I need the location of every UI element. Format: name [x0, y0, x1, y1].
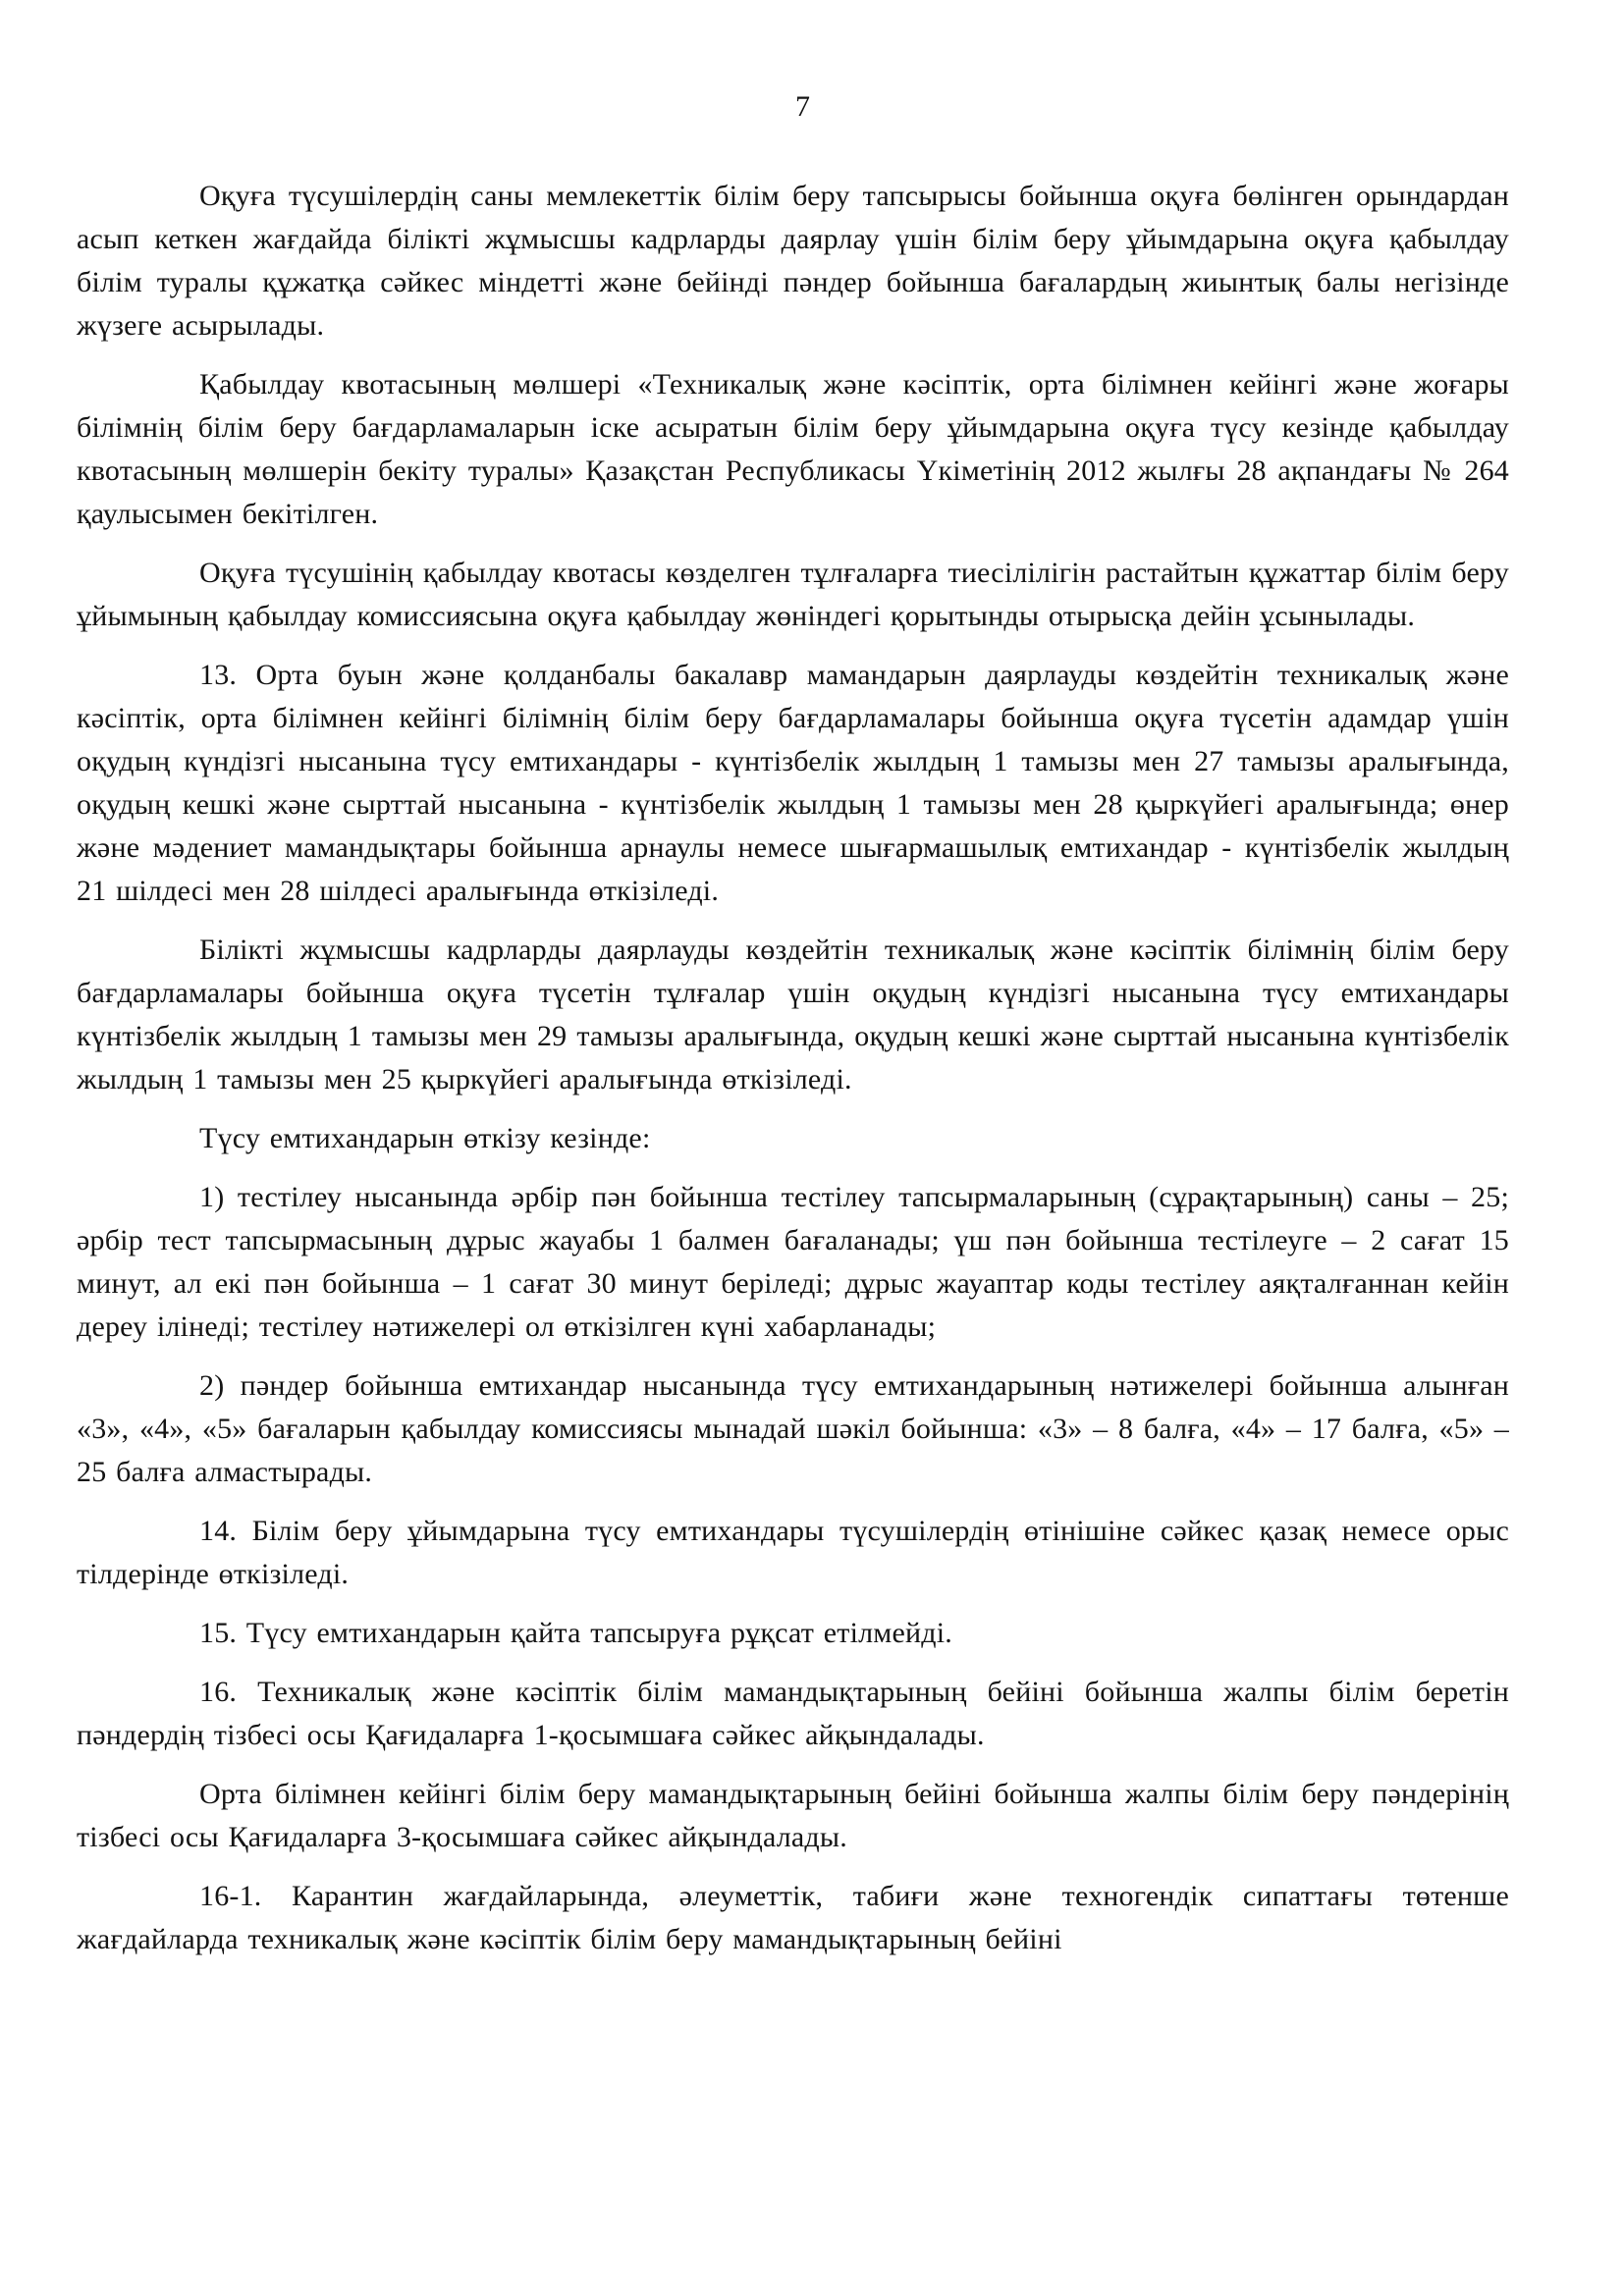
paragraph-item-14-exam-language: 14. Білім беру ұйымдарына түсу емтихандары түсушілердің өтінішіне сәйкес қазақ немесе орыс тілдерінде өткізіледі. — [77, 1515, 1509, 1590]
paragraph-item-15-no-retake: 15. Түсу емтихандарын қайта тапсыруға рұқсат етілмейді. — [199, 1617, 952, 1649]
document-body — [77, 175, 1509, 1961]
paragraph-exam-conduct-intro: Түсу емтихандарын өткізу кезінде: — [199, 1122, 651, 1154]
paragraph-quota-documents: Оқуға түсушінің қабылдау квотасы көзделген тұлғаларға тиесілілігін растайтын құжаттар білім беру ұйымының қабылдау комиссиясына оқуға қабылдау жөніндегі қорытынды отырысқа дейін ұсынылады. — [77, 557, 1509, 632]
paragraph-subitem-1-testing-rules: 1) тестілеу нысанында әрбір пән бойынша тестілеу тапсырмаларының (сұрақтарының) саны – 25; әрбір тест тапсырмасының дұрыс жауабы 1 балмен бағаланады; үш пән бойынша тестілеуге – 2 сағат 15 минут, ал екі пән бойынша – 1 сағат 30 минут беріледі; дұрыс жауаптар коды тестілеу аяқталғаннан кейін дереу ілінеді; тестілеу нәтижелері ол өткізілген күні хабарланады; — [77, 1181, 1509, 1343]
paragraph-worker-cadre-exam-dates: Білікті жұмысшы кадрларды даярлауды көздейтін техникалық және кәсіптік білімнің білім беру бағдарламалары бойынша оқуға түсетін тұлғалар үшін оқудың күндізгі нысанына түсу емтихандары күнтізбелік жылдың 1 тамызы мен 29 тамызы аралығында, оқудың кешкі және сырттай нысанына күнтізбелік жылдың 1 тамызы мен 25 қыркүйегі аралығында өткізіледі. — [77, 934, 1509, 1095]
paragraph-subitem-2-grade-conversion: 2) пәндер бойынша емтихандар нысанында түсу емтихандарының нәтижелері бойынша алынған «3», «4», «5» бағаларын қабылдау комиссиясы мынадай шәкіл бойынша: «3» – 8 балға, «4» – 17 балға, «5» – 25 балға алмастырады. — [77, 1369, 1509, 1488]
paragraph-subject-list-annex3: Орта білімнен кейінгі білім беру мамандықтарының бейіні бойынша жалпы білім беру пәндерінің тізбесі осы Қағидаларға 3-қосымшаға сәйкес айқындалады. — [77, 1778, 1509, 1853]
paragraph-item-16-1-quarantine: 16-1. Карантин жағдайларында, әлеуметтік, табиғи және техногендік сипаттағы төтенше жағдайларда техникалық және кәсіптік білім беру мамандықтарының бейіні — [77, 1880, 1509, 1955]
paragraph-item-16-subject-list-annex1: 16. Техникалық және кәсіптік білім мамандықтарының бейіні бойынша жалпы білім беретін пәндердің тізбесі осы Қағидаларға 1-қосымшаға сәйкес айқындалады. — [77, 1676, 1509, 1751]
paragraph-item-13-exam-dates: 13. Орта буын және қолданбалы бакалавр мамандарын даярлауды көздейтін техникалық және кәсіптік, орта білімнен кейінгі білімнің білім беру бағдарламалары бойынша оқуға түсетін адамдар үшін оқудың күндізгі нысанына түсу емтихандары - күнтізбелік жылдың 1 тамызы мен 27 тамызы аралығында, оқудың кешкі және сырттай нысанына - күнтізбелік жылдың 1 тамызы мен 28 қыркүйегі аралығында; өнер және мәдениет мамандықтары бойынша арнаулы немесе шығармашылық емтихандар - күнтізбелік жылдың 21 шілдесі мен 28 шілдесі аралығында өткізіледі. — [77, 659, 1509, 907]
paragraph-quota-size-decree: Қабылдау квотасының мөлшері «Техникалық және кәсіптік, орта білімнен кейінгі және жоғары білімнің білім беру бағдарламаларын іске асыратын білім беру ұйымдарына оқуға түсу кезінде қабылдау квотасының мөлшерін бекіту туралы» Қазақстан Республикасы Үкіметінің 2012 жылғы 28 ақпандағы № 264 қаулысымен бекітілген. — [77, 368, 1509, 530]
page-number: 7 — [795, 90, 810, 123]
paragraph-admission-quota-overflow: Оқуға түсушілердің саны мемлекеттік білім беру тапсырысы бойынша оқуға бөлінген орындардан асып кеткен жағдайда білікті жұмысшы кадрларды даярлау үшін білім беру ұйымдарына оқуға қабылдау білім туралы құжатқа сәйкес міндетті және бейінді пәндер бойынша бағалардың жиынтық балы негізінде жүзеге асырылады. — [77, 180, 1509, 342]
